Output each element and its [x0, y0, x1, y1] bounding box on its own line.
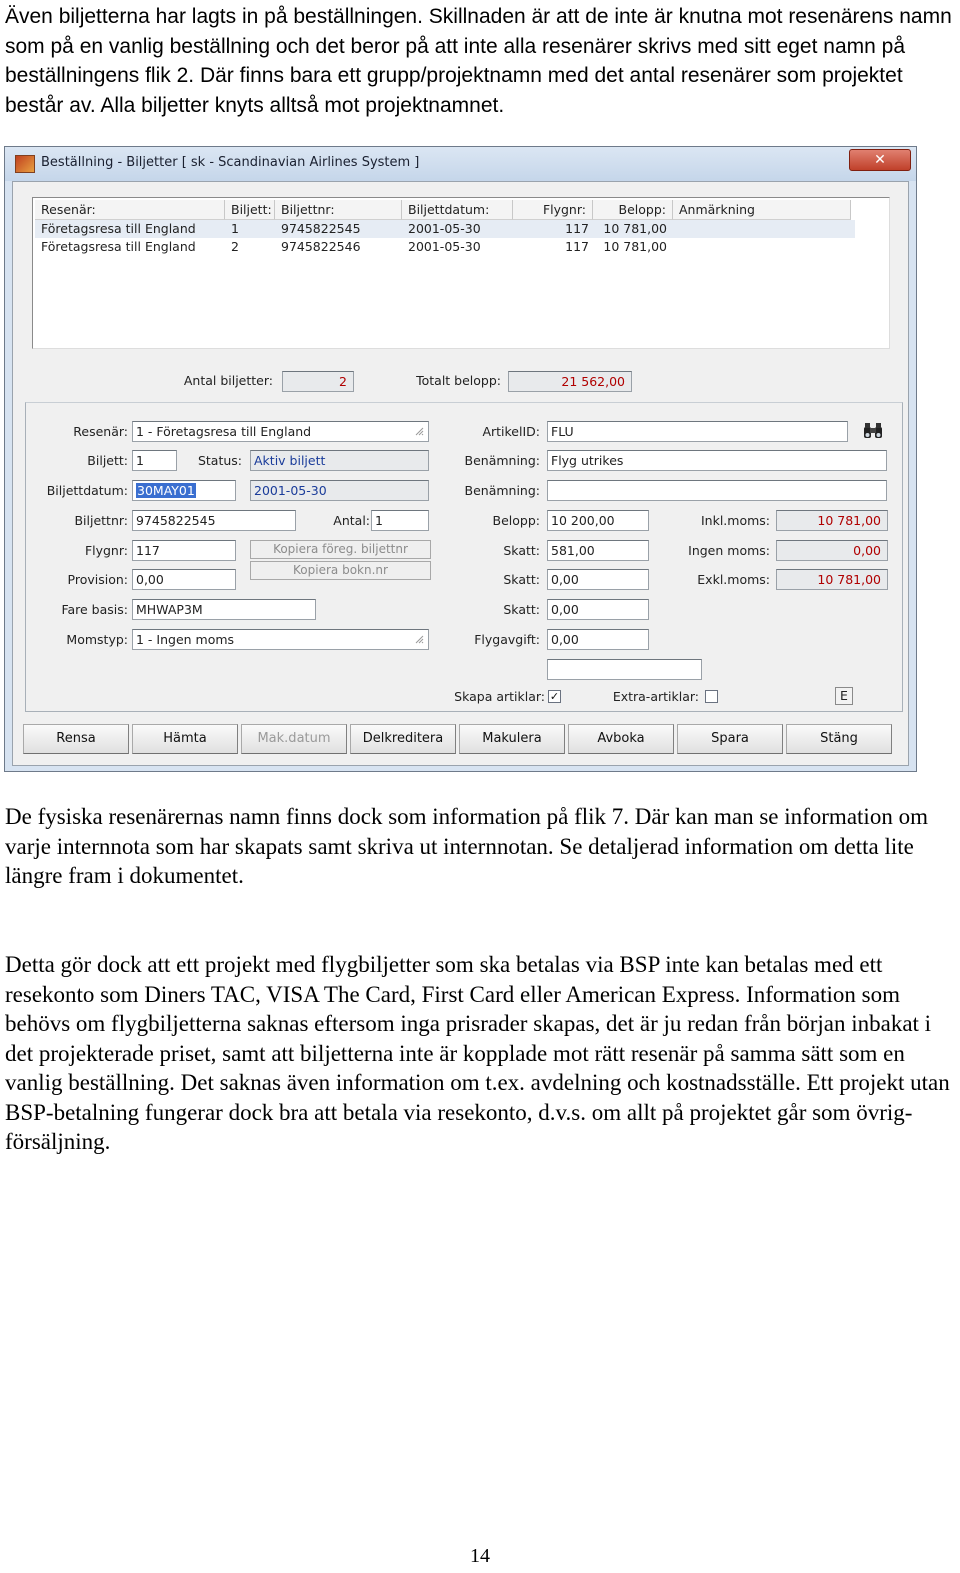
ingen-moms-value: 0,00	[776, 540, 888, 561]
cell-biljettdatum: 2001-05-30	[408, 221, 481, 236]
column-header-biljettdatum[interactable]: Biljettdatum:	[402, 200, 513, 220]
skatt-2-label: Skatt:	[503, 572, 540, 587]
rensa-button[interactable]: Rensa	[23, 724, 129, 754]
kopiera-biljettnr-button[interactable]: Kopiera föreg. biljettnr	[250, 540, 431, 559]
spara-button[interactable]: Spara	[677, 724, 783, 754]
table-row[interactable]	[35, 220, 855, 238]
mak-datum-button[interactable]: Mak.datum	[241, 724, 347, 754]
belopp-field[interactable]: 10 200,00	[547, 510, 649, 531]
resenar-value: 1 - Företagsresa till England	[136, 424, 312, 439]
e-button[interactable]: E	[835, 687, 853, 705]
cell-biljettdatum: 2001-05-30	[408, 239, 481, 254]
flygavgift-field[interactable]: 0,00	[547, 629, 649, 650]
flygnr-field[interactable]: 117	[132, 540, 236, 561]
biljettdatum-label: Biljettdatum:	[46, 483, 128, 498]
cell-biljett: 1	[231, 221, 239, 236]
fare-basis-field[interactable]: MHWAP3M	[132, 599, 316, 620]
column-header-belopp[interactable]: Belopp:	[593, 200, 673, 220]
cell-resenar: Företagsresa till England	[41, 239, 196, 254]
skatt-2-field[interactable]: 0,00	[547, 569, 649, 590]
ingen-moms-label: Ingen moms:	[688, 543, 770, 558]
column-header-resenar[interactable]: Resenär:	[35, 200, 225, 220]
avboka-button[interactable]: Avboka	[568, 724, 674, 754]
artikelid-field[interactable]: FLU	[547, 421, 848, 442]
cell-biljettnr: 9745822546	[281, 239, 361, 254]
title-bar	[5, 147, 916, 181]
biljett-label: Biljett:	[87, 453, 128, 468]
dropdown-grip-icon	[414, 426, 424, 436]
provision-label: Provision:	[67, 572, 128, 587]
antal-biljetter-label: Antal biljetter:	[183, 373, 273, 388]
antal-field[interactable]: 1	[371, 510, 429, 531]
binoculars-icon[interactable]	[862, 421, 884, 441]
close-button[interactable]: ✕	[849, 149, 911, 171]
paragraph-flik7: De fysiska resenärernas namn finns dock som information på flik 7. Där kan man se information om varje internnota som har skapats samt skriva ut internnotan. Se detaljerad information om detta lite längre fram i dokumentet.	[5, 804, 928, 888]
totalt-belopp-value: 21 562,00	[508, 371, 632, 392]
biljettnr-field[interactable]: 9745822545	[132, 510, 296, 531]
skapa-artiklar-label: Skapa artiklar:	[454, 689, 545, 704]
provision-field[interactable]: 0,00	[132, 569, 236, 590]
inkl-moms-value: 10 781,00	[776, 510, 888, 531]
cell-biljett: 2	[231, 239, 239, 254]
belopp-label: Belopp:	[492, 513, 540, 528]
dropdown-grip-icon	[414, 634, 424, 644]
momstyp-value: 1 - Ingen moms	[136, 632, 235, 647]
skatt-3-field[interactable]: 0,00	[547, 599, 649, 620]
stang-button[interactable]: Stäng	[786, 724, 892, 754]
exkl-moms-value: 10 781,00	[776, 569, 888, 590]
biljettdatum-iso-field: 2001-05-30	[250, 480, 429, 501]
benamning-2-label: Benämning:	[464, 483, 540, 498]
status-field: Aktiv biljett	[250, 450, 429, 471]
skapa-artiklar-checkbox[interactable]: ✓	[549, 690, 560, 703]
biljettnr-label: Biljettnr:	[74, 513, 128, 528]
antal-label: Antal:	[333, 513, 370, 528]
app-icon	[15, 155, 35, 173]
makulera-button[interactable]: Makulera	[459, 724, 565, 754]
biljett-field[interactable]: 1	[132, 450, 177, 471]
cell-resenar: Företagsresa till England	[41, 221, 196, 236]
skatt-3-label: Skatt:	[503, 602, 540, 617]
column-header-biljettnr[interactable]: Biljettnr:	[275, 200, 402, 220]
column-header-biljett[interactable]: Biljett:	[225, 200, 275, 220]
status-label: Status:	[197, 453, 242, 468]
antal-biljetter-value: 2	[282, 371, 354, 392]
totalt-belopp-label: Totalt belopp:	[416, 373, 501, 388]
benamning-2-field[interactable]	[547, 480, 887, 501]
flygavgift-label: Flygavgift:	[474, 632, 540, 647]
skatt-label: Skatt:	[503, 543, 540, 558]
cell-belopp: 10 781,00	[603, 239, 667, 254]
delkreditera-button[interactable]: Delkreditera	[350, 724, 456, 754]
cell-biljettnr: 9745822545	[281, 221, 361, 236]
extra-artiklar-checkbox[interactable]	[705, 690, 718, 703]
benamning-label: Benämning:	[464, 453, 540, 468]
page-number: 14	[470, 1545, 490, 1567]
resenar-select[interactable]	[132, 421, 429, 442]
cell-flygnr: 117	[565, 221, 589, 236]
flygnr-label: Flygnr:	[84, 543, 128, 558]
cell-flygnr: 117	[565, 239, 589, 254]
resenar-label: Resenär:	[73, 424, 128, 439]
momstyp-label: Momstyp:	[66, 632, 128, 647]
intro-paragraph: Även biljetterna har lagts in på beställningen. Skillnaden är att de inte är knutna mot resenärens namn som på en vanlig beställning och det beror på att inte alla resenärer skrivs med sitt eget namn på beställningens flik 2. Där finns bara ett grupp/projektnamn med det antal resenärer som projektet består av. Alla biljetter knyts alltså mot projektnamnet.	[5, 5, 952, 117]
ticket-list[interactable]	[32, 197, 890, 349]
window-title: Beställning - Biljetter [ sk - Scandinavian Airlines System ]	[41, 155, 420, 170]
exkl-moms-label: Exkl.moms:	[697, 572, 770, 587]
inkl-moms-label: Inkl.moms:	[700, 513, 770, 528]
table-row[interactable]	[35, 238, 855, 256]
column-header-anmarkning[interactable]: Anmärkning	[673, 200, 851, 220]
cell-belopp: 10 781,00	[603, 221, 667, 236]
momstyp-select[interactable]	[132, 629, 429, 650]
column-header-flygnr[interactable]: Flygnr:	[513, 200, 593, 220]
benamning-field[interactable]: Flyg utrikes	[547, 450, 887, 471]
kopiera-boknr-button[interactable]: Kopiera bokn.nr	[250, 561, 431, 580]
hamta-button[interactable]: Hämta	[132, 724, 238, 754]
blank-field[interactable]	[547, 659, 702, 680]
artikelid-label: ArtikelID:	[482, 424, 540, 439]
biljettdatum-value: 30MAY01	[137, 483, 195, 498]
extra-artiklar-label: Extra-artiklar:	[612, 689, 699, 704]
order-tickets-window	[4, 146, 917, 772]
skatt-field[interactable]: 581,00	[547, 540, 649, 561]
paragraph-bsp: Detta gör dock att ett projekt med flygbiljetter som ska betalas via BSP inte kan betalas med ett resekonto som Diners TAC, VISA The Card, First Card eller American Express. Information som behövs om flygbiljetterna saknas eftersom inga prisrader skapas, det är ju redan från början inbakat i det projekterade priset, samt att biljetterna inte är kopplade mot rätt resenär på samma sätt som en vanlig beställning. Det saknas även information om t.ex. avdelning och kostnadsställe. Ett projekt utan BSP-betalning fungerar dock bra att betala via resekonto, d.v.s. om allt på projektet går som övrig-försäljning.	[5, 952, 950, 1154]
fare-basis-label: Fare basis:	[61, 602, 128, 617]
biljettdatum-field[interactable]	[132, 480, 236, 501]
